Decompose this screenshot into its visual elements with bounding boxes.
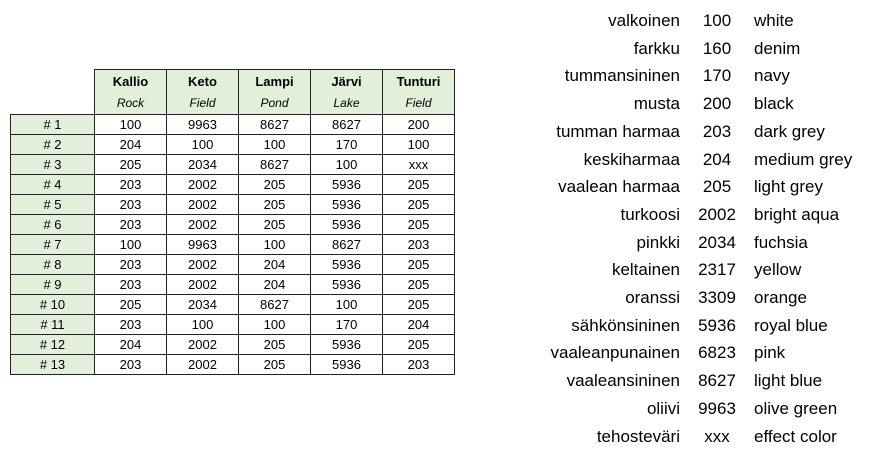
table-cell: 170 bbox=[311, 135, 383, 155]
table-cell: 205 bbox=[383, 335, 455, 355]
table-cell: 5936 bbox=[311, 355, 383, 375]
table-cell: 100 bbox=[95, 235, 167, 255]
legend-english-name: yellow bbox=[754, 260, 802, 280]
legend-row bbox=[500, 284, 852, 312]
table-cell: 203 bbox=[383, 355, 455, 375]
row-label: # 10 bbox=[11, 295, 95, 315]
legend-english-name: dark grey bbox=[754, 121, 825, 141]
legend-color-code: 100 bbox=[702, 11, 732, 30]
table-cell: 100 bbox=[95, 115, 167, 135]
table-cell: 2034 bbox=[167, 295, 239, 315]
legend-color-code: 3309 bbox=[698, 288, 736, 308]
color-code-legend bbox=[500, 7, 852, 450]
color-grid-table bbox=[10, 69, 455, 375]
legend-finnish-name: valkoinen bbox=[608, 11, 680, 30]
table-cell: 8627 bbox=[311, 235, 383, 255]
table-cell: 203 bbox=[95, 175, 167, 195]
table-cell: 100 bbox=[167, 315, 239, 335]
table-cell: 205 bbox=[383, 255, 455, 275]
table-cell: 8627 bbox=[239, 295, 311, 315]
legend-row bbox=[500, 367, 852, 395]
table-cell: 2002 bbox=[167, 195, 239, 215]
legend-color-code: 9963 bbox=[698, 398, 736, 418]
table-cell: 200 bbox=[383, 115, 455, 135]
table-cell: 204 bbox=[95, 335, 167, 355]
table-row bbox=[11, 275, 455, 295]
legend-finnish-name: farkku bbox=[633, 38, 680, 58]
table-cell: 5936 bbox=[311, 275, 383, 295]
legend-english-name: medium grey bbox=[754, 149, 853, 169]
column-header-english: Field bbox=[383, 92, 455, 115]
legend-row bbox=[500, 62, 852, 90]
table-row bbox=[11, 335, 455, 355]
legend-row bbox=[500, 229, 852, 257]
table-cell: 205 bbox=[383, 195, 455, 215]
table-cell: 2002 bbox=[167, 215, 239, 235]
legend-row bbox=[500, 7, 852, 35]
table-row bbox=[11, 215, 455, 235]
legend-row bbox=[500, 312, 852, 340]
legend-color-code: 6823 bbox=[698, 343, 736, 363]
table-cell: 205 bbox=[383, 275, 455, 295]
legend-english-name: olive green bbox=[754, 398, 838, 418]
table-cell: 2002 bbox=[167, 255, 239, 275]
legend-finnish-name: tumman harmaa bbox=[556, 121, 680, 141]
row-label: # 2 bbox=[11, 135, 95, 155]
table-cell: 5936 bbox=[311, 215, 383, 235]
legend-finnish-name: tehosteväri bbox=[596, 426, 680, 446]
table-cell: 204 bbox=[239, 275, 311, 295]
table-cell: 203 bbox=[95, 195, 167, 215]
row-label: # 8 bbox=[11, 255, 95, 275]
legend-english-name: black bbox=[754, 94, 794, 114]
legend-english-name: pink bbox=[754, 343, 786, 363]
legend-color-code: 2034 bbox=[698, 232, 736, 252]
legend-finnish-name: tummansininen bbox=[564, 66, 680, 86]
legend-finnish-name: vaaleanpunainen bbox=[550, 343, 680, 363]
table-cell: 100 bbox=[239, 315, 311, 335]
legend-finnish-name: oranssi bbox=[625, 288, 680, 308]
table-cell: 8627 bbox=[311, 115, 383, 135]
legend-row bbox=[500, 395, 852, 423]
legend-finnish-name: vaalean harmaa bbox=[558, 177, 680, 197]
legend-color-code: 8627 bbox=[698, 371, 736, 391]
legend-english-name: royal blue bbox=[754, 315, 828, 335]
legend-finnish-name: turkoosi bbox=[620, 204, 680, 224]
column-header-english: Lake bbox=[311, 92, 383, 115]
row-label: # 4 bbox=[11, 175, 95, 195]
legend-color-code: 2317 bbox=[698, 260, 736, 280]
table-cell: 205 bbox=[383, 295, 455, 315]
row-label: # 6 bbox=[11, 215, 95, 235]
legend-row bbox=[500, 118, 852, 146]
table-cell: 205 bbox=[239, 355, 311, 375]
table-row bbox=[11, 315, 455, 335]
legend-color-code: xxx bbox=[704, 426, 730, 446]
table-cell: 8627 bbox=[239, 115, 311, 135]
table-cell: 2002 bbox=[167, 175, 239, 195]
table-cell: 2002 bbox=[167, 335, 239, 355]
table-cell: 100 bbox=[311, 155, 383, 175]
legend-english-name: bright aqua bbox=[754, 204, 840, 224]
legend-english-name: effect color bbox=[754, 426, 837, 446]
legend-finnish-name: vaaleansininen bbox=[566, 371, 680, 391]
table-row bbox=[11, 135, 455, 155]
legend-row bbox=[500, 339, 852, 367]
table-row bbox=[11, 255, 455, 275]
table-cell: 205 bbox=[239, 215, 311, 235]
table-cell: 203 bbox=[95, 315, 167, 335]
legend-row bbox=[500, 256, 852, 284]
legend-finnish-name: oliivi bbox=[646, 398, 680, 418]
table-cell: 205 bbox=[383, 215, 455, 235]
legend-color-code: 170 bbox=[702, 66, 732, 86]
legend-color-code: 204 bbox=[702, 149, 732, 169]
column-header-finnish: Lampi bbox=[239, 70, 311, 93]
table-cell: 205 bbox=[239, 195, 311, 215]
row-label: # 13 bbox=[11, 355, 95, 375]
column-header-finnish: Järvi bbox=[311, 70, 383, 93]
table-cell: 2034 bbox=[167, 155, 239, 175]
legend-finnish-name: pinkki bbox=[636, 232, 680, 252]
table-cell: 204 bbox=[239, 255, 311, 275]
table-cell: 203 bbox=[95, 275, 167, 295]
legend-row bbox=[500, 173, 852, 201]
table-cell: 2002 bbox=[167, 355, 239, 375]
legend-english-name: denim bbox=[754, 38, 801, 58]
column-header-finnish: Kallio bbox=[95, 70, 167, 93]
table-cell: 2002 bbox=[167, 275, 239, 295]
table-cell: 9963 bbox=[167, 235, 239, 255]
legend-finnish-name: musta bbox=[633, 94, 680, 114]
table-cell: 203 bbox=[95, 355, 167, 375]
table-cell: 100 bbox=[239, 135, 311, 155]
table-cell: 205 bbox=[95, 155, 167, 175]
legend-finnish-name: sähkönsininen bbox=[571, 315, 680, 335]
table-cell: 8627 bbox=[239, 155, 311, 175]
table-cell: 100 bbox=[239, 235, 311, 255]
legend-finnish-name: keltainen bbox=[611, 260, 680, 280]
table-cell: 170 bbox=[311, 315, 383, 335]
legend-finnish-name: keskiharmaa bbox=[583, 149, 680, 169]
table-cell: 100 bbox=[311, 295, 383, 315]
legend-english-name: fuchsia bbox=[754, 232, 808, 252]
table-row bbox=[11, 175, 455, 195]
row-label: # 11 bbox=[11, 315, 95, 335]
column-header-finnish: Tunturi bbox=[383, 70, 455, 93]
table-cell: 100 bbox=[383, 135, 455, 155]
legend-color-code: 200 bbox=[702, 94, 732, 114]
legend-color-code: 160 bbox=[702, 38, 732, 58]
legend-row bbox=[500, 423, 852, 451]
header-row-finnish bbox=[11, 70, 455, 93]
row-label: # 1 bbox=[11, 115, 95, 135]
legend-english-name: orange bbox=[754, 288, 807, 308]
column-header-finnish: Keto bbox=[167, 70, 239, 93]
table-corner bbox=[11, 70, 95, 93]
table-row bbox=[11, 155, 455, 175]
table-cell: 204 bbox=[383, 315, 455, 335]
row-label: # 12 bbox=[11, 335, 95, 355]
legend-english-name: white bbox=[754, 11, 794, 30]
table-cell: 204 bbox=[95, 135, 167, 155]
row-label: # 9 bbox=[11, 275, 95, 295]
legend-english-name: light grey bbox=[754, 177, 823, 197]
legend-english-name: navy bbox=[754, 66, 790, 86]
legend-row bbox=[500, 146, 852, 174]
legend-row bbox=[500, 201, 852, 229]
row-label: # 3 bbox=[11, 155, 95, 175]
legend-color-code: 2002 bbox=[698, 204, 736, 224]
table-cell: 5936 bbox=[311, 195, 383, 215]
table-cell: xxx bbox=[383, 155, 455, 175]
table-cell: 100 bbox=[167, 135, 239, 155]
legend-color-code: 203 bbox=[702, 121, 732, 141]
table-cell: 205 bbox=[383, 175, 455, 195]
table-cell: 205 bbox=[95, 295, 167, 315]
table-row bbox=[11, 355, 455, 375]
header-row-english bbox=[11, 92, 455, 115]
legend-color-code: 205 bbox=[702, 177, 732, 197]
table-cell: 5936 bbox=[311, 335, 383, 355]
column-header-english: Pond bbox=[239, 92, 311, 115]
table-row bbox=[11, 115, 455, 135]
row-label: # 5 bbox=[11, 195, 95, 215]
table-cell: 5936 bbox=[311, 175, 383, 195]
legend-english-name: light blue bbox=[754, 371, 823, 391]
table-row bbox=[11, 295, 455, 315]
table-cell: 9963 bbox=[167, 115, 239, 135]
table-cell: 5936 bbox=[311, 255, 383, 275]
legend-row bbox=[500, 35, 852, 63]
legend-row bbox=[500, 90, 852, 118]
row-label: # 7 bbox=[11, 235, 95, 255]
column-header-english: Rock bbox=[95, 92, 167, 115]
table-cell: 203 bbox=[383, 235, 455, 255]
table-cell: 205 bbox=[239, 175, 311, 195]
table-cell: 203 bbox=[95, 255, 167, 275]
table-corner bbox=[11, 92, 95, 115]
table-row bbox=[11, 235, 455, 255]
legend-color-code: 5936 bbox=[698, 315, 736, 335]
table-cell: 203 bbox=[95, 215, 167, 235]
column-header-english: Field bbox=[167, 92, 239, 115]
table-cell: 205 bbox=[239, 335, 311, 355]
table-row bbox=[11, 195, 455, 215]
